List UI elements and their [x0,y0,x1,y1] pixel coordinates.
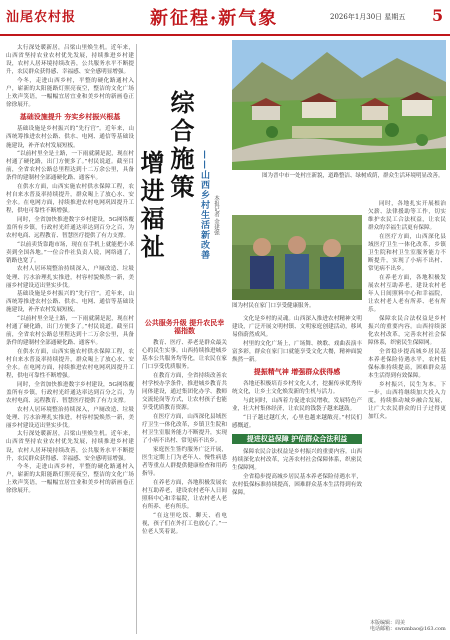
article-paragraph: 在医疗方面，山西深化县域医疗卫生一体化改革，乡镇卫生院和村卫生室服务能力不断提升，实现了小病不出村、常见病不出乡。 [368,233,446,273]
villagers-portrait-image [232,215,362,300]
photo-caption-mid: 图为村民在家门口享受健康服务。 [232,303,315,309]
article-paragraph: 村里的文化广场上，广场舞、秧歌、戏曲表演丰富多彩，群众在家门口就能享受文化大餐，精神面貌焕然一新。 [232,340,362,363]
article-column-right [368,200,446,616]
article-column-middle [142,315,227,635]
subhead-spirit: 提振精气神 增强群众获得感 [253,368,341,377]
section-title: 新征程·新气象 [150,8,279,29]
article-paragraph: 同时，各地扎实开展根治欠薪、法律援助等工作，切实维护农民工合法权益，让农民群众的幸福生活更有保障。 [368,201,446,232]
column-divider [136,44,137,634]
page-footer [370,620,446,632]
article-paragraph: 同时，全省加快推进数字乡村建设，5G网络覆盖所有乡镇，行政村光纤通达率达到百分之百，为农村电商、远程教育、智慧医疗提供了有力支撑。 [6,216,134,240]
subhead-public-services: 公共服务升级 提升农民幸福指数 [144,319,225,336]
article-paragraph: 今冬，走进山西乡村，平整的硬化路通村入户，崭新的太阳能路灯照亮夜空，整洁的文化广场上欢声笑语，一幅幅宜居宜业和美乡村的新画卷正徐徐展开。 [6,77,134,109]
article-paragraph: 在养老方面，各地积极发展农村互助养老，建设农村老年人日间照料中心和幸福院，让农村老人老有所养、老有所乐。 [368,274,446,314]
article-paragraph: “以前村里全是土路，一下雨就满是泥，现在村村通了硬化路，出门方便多了。”村民说道。截至目前，全省农村公路总里程达到十二万余公里，具备条件的建制村全部通硬化路、通客车。 [6,316,134,347]
article-paragraph: 在养老方面，各地积极发展农村互助养老，建设农村老年人日间照料中心和幸福院，让农村老人老有所养、老有所乐。 [142,479,227,511]
article-column-center-right [232,315,362,635]
article-paragraph: 基础设施是乡村振兴的“先行官”。近年来，山西统筹推进农村公路、供水、电网、通信等基础设施建设，补齐农村发展短板。 [6,126,134,149]
article-paragraph: 农村人居环境整治持续深入，户厕改造、垃圾处理、污水治理扎实推进，村容村貌焕然一新，美丽乡村建设迈出坚实步伐。 [6,406,134,429]
photo-caption-top: 图为晋中市一处村庄新貌，道路整洁、绿树成荫，群众生活环境明显改善。 [262,173,444,179]
page-number: 5 [432,6,444,25]
subhead-infrastructure: 基础设施提升 夯实乡村振兴根基 [19,113,121,122]
article-paragraph: 全省稳步提高城乡居民基本养老保险待遇水平，农村低保标准持续提高，困难群众基本生活得到有效保障。 [232,473,362,496]
article-paragraph: 在供水方面，山西实施农村供水保障工程，农村自来水普及率持续提升，群众喝上了放心水、安全水。在电网方面，持续推进农村电网巩固提升工程，供电可靠性不断增强。 [6,348,134,380]
article-byline: 本报记者 金建强 [213,195,219,236]
article-paragraph: 太行深处暖新居，吕梁山里焕生机。近年来，山西省坚持农业农村优先发展，持续推进乡村建设，农村人居环境持续改善，公共服务水平不断提升，农民群众获得感、幸福感、安全感明显增强。 [6,45,134,76]
footer-editor: 本版编辑：周美 [370,620,406,626]
newspaper-name: 汕尾农村报 [6,10,77,25]
article-paragraph: 教育、医疗、养老是群众最关心的民生实事。山西持续推进城乡基本公共服务均等化，让农民在家门口享受优质服务。 [142,340,227,371]
article-paragraph: 在供水方面，山西实施农村供水保障工程，农村自来水普及率持续提升，群众喝上了放心水、安全水。在电网方面，持续推进农村电网巩固提升工程，供电可靠性不断增强。 [6,184,134,215]
article-paragraph: 基础设施是乡村振兴的“先行官”。近年来，山西统筹推进农村公路、供水、电网、通信等基础设施建设，补齐农村发展短板。 [6,291,134,314]
article-paragraph: 今冬，走进山西乡村，平整的硬化路通村入户，崭新的太阳能路灯照亮夜空，整洁的文化广场上欢声笑语，一幅幅宜居宜业和美乡村的新画卷正徐徐展开。 [6,464,134,495]
article-subtitle: ——山西乡村生活新改善 [199,150,209,260]
footer-email: 电话邮箱：swnmbao@163.com [370,626,446,632]
article-paragraph: “以前卖货靠跑市场，现在在手机上就能把小米卖到全国各地。”一位合作社负责人说，网络通了，销路也宽了。 [6,241,134,264]
article-column-left [6,44,134,634]
article-paragraph: 保障农民合法权益是乡村振兴的重要内容。山西持续深化农村改革，完善农村社会保障体系，织密民生保障网。 [368,315,446,347]
article-paragraph: 太行深处暖新居，吕梁山里焕生机。近年来，山西省坚持农业农村优先发展，持续推进乡村建设，农村人居环境持续改善，公共服务水平不断提升，农民群众获得感、幸福感、安全感明显增强。 [6,431,134,462]
article-paragraph: 在教育方面，全省持续改善农村学校办学条件，推进城乡教育共同体建设，通过集团化办学、教师交流轮岗等方式，让农村孩子也能享受优质教育资源。 [142,373,227,412]
article-paragraph: “在这里吃饭、聊天、看电视，孩子们在外打工也放心了。”一位老人笑着说。 [142,512,227,535]
village-landscape-image [232,40,446,170]
article-paragraph: 家庭医生签约服务广泛开展，医生定期上门为老年人、慢性病患者等重点人群提供健康检查和用药指导。 [142,446,227,478]
article-paragraph: 各地还积极培育乡村文化人才，挖掘传承优秀传统文化，让乡土文化焕发新的生机与活力。 [232,381,362,396]
headline [136,90,200,280]
headline-line-2: 增进福祉 [136,150,165,262]
subhead-rights: 提进权益保障 护佑群众合法利益 [232,434,362,444]
article-paragraph: “以前村里全是土路，一下雨就满是泥，现在村村通了硬化路，出门方便多了。”村民说道。截至目前，全省农村公路总里程达到十二万余公里，具备条件的建制村全部通硬化路、通客车。 [6,151,134,182]
article-paragraph: 在医疗方面，山西深化县域医疗卫生一体化改革，乡镇卫生院和村卫生室服务能力不断提升，实现了小病不出村、常见病不出乡。 [142,414,227,445]
article-paragraph: 乡村振兴，民生为本。下一步，山西将继续加大投入力度，持续推动城乡融合发展，让广大农民群众的日子过得更加红火。 [368,381,446,420]
article-paragraph: 保障农民合法权益是乡村振兴的重要内容。山西持续深化农村改革，完善农村社会保障体系，织密民生保障网。 [232,448,362,471]
article-paragraph: “日子越过越红火，心里也越来越敞亮。”村民们感慨道。 [232,414,362,429]
article-paragraph: 与此同时，山西着力促进农民增收，发展特色产业，壮大村集体经济，让农民的钱袋子越来越鼓。 [232,397,362,412]
article-paragraph: 农村人居环境整治持续深入，户厕改造、垃圾处理、污水治理扎实推进，村容村貌焕然一新，美丽乡村建设迈出坚实步伐。 [6,266,134,289]
article-paragraph: 同时，全省加快推进数字乡村建设，5G网络覆盖所有乡镇，行政村光纤通达率达到百分之百，为农村电商、远程教育、智慧医疗提供了有力支撑。 [6,381,134,404]
page-header [0,0,450,36]
article-paragraph: 文化是乡村的灵魂。山西深入推进农村精神文明建设，广泛开展文明村镇、文明家庭创建活动，移风易俗蔚然成风。 [232,316,362,339]
headline-line-1: 综合施策 [166,90,195,202]
issue-date: 2026年1月30日 星期五 [330,13,406,21]
article-paragraph: 全省稳步提高城乡居民基本养老保险待遇水平，农村低保标准持续提高，困难群众基本生活得到有效保障。 [368,348,446,379]
